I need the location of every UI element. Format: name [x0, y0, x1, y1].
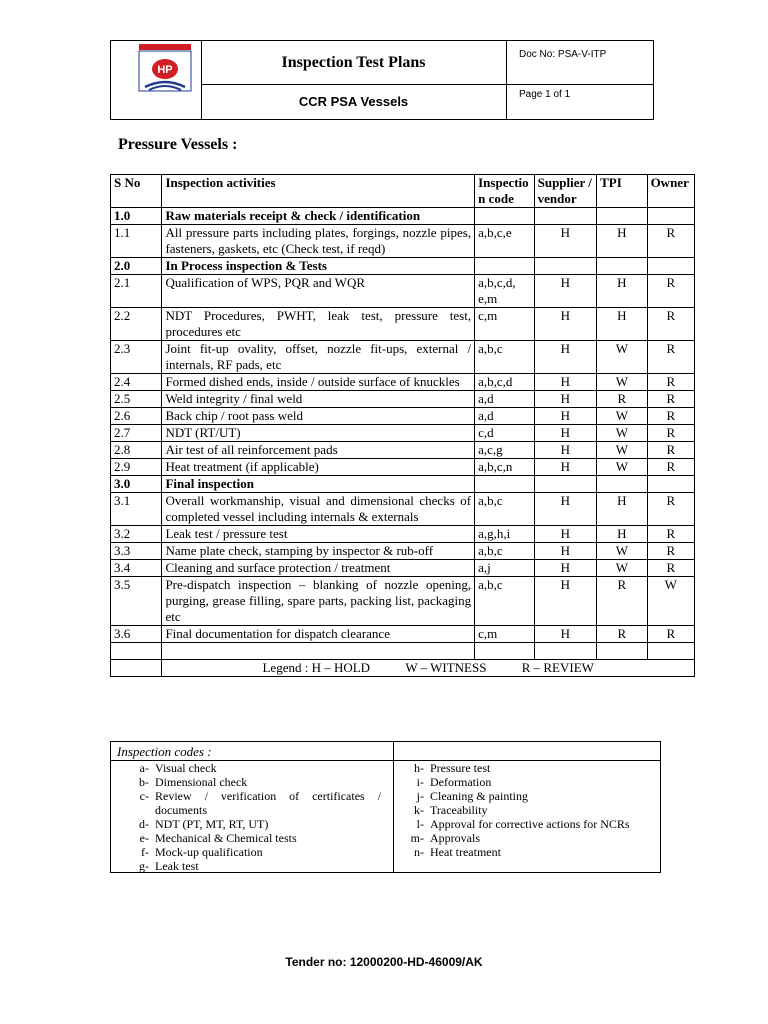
cell-supplier: H	[534, 626, 597, 643]
cell-code: a,d	[475, 391, 535, 408]
code-key: b-	[139, 775, 149, 789]
code-key: g-	[139, 859, 149, 873]
cell-sno: 3.1	[111, 493, 162, 526]
cell-sno: 3.0	[111, 476, 162, 493]
cell-supplier: H	[534, 341, 597, 374]
cell-tpi: W	[597, 442, 647, 459]
cell-supplier	[534, 208, 597, 225]
cell-activity: NDT (RT/UT)	[162, 425, 475, 442]
code-item	[394, 803, 660, 817]
code-description: Dimensional check	[155, 775, 248, 789]
legend-hold: Legend : H – HOLD	[262, 660, 371, 675]
cell-supplier: H	[534, 459, 597, 476]
code-item	[394, 789, 660, 803]
inspection-codes-box	[110, 741, 661, 873]
code-key: k-	[414, 803, 424, 817]
doc-number: Doc No: PSA-V-ITP	[507, 41, 653, 85]
col-header-tpi: TPI	[597, 175, 647, 208]
cell-tpi: W	[597, 408, 647, 425]
code-item	[394, 761, 660, 775]
cell-code: a,b,c,e	[475, 225, 535, 258]
cell-owner: R	[647, 408, 694, 425]
cell-supplier: H	[534, 543, 597, 560]
cell-code: c,m	[475, 626, 535, 643]
cell-code: c,m	[475, 308, 535, 341]
code-item	[111, 831, 393, 845]
cell-supplier: H	[534, 577, 597, 626]
cell-activity: Heat treatment (if applicable)	[162, 459, 475, 476]
cell-activity: Name plate check, stamping by inspector & rub-off	[162, 543, 475, 560]
cell-owner: R	[647, 425, 694, 442]
table-row	[111, 560, 695, 577]
codes-right-column	[394, 761, 660, 859]
cell-supplier	[534, 643, 597, 660]
code-description: Visual check	[155, 761, 217, 775]
cell-owner: R	[647, 543, 694, 560]
code-key: h-	[414, 761, 424, 775]
logo-text: HP	[157, 64, 173, 76]
cell-activity: Final documentation for dispatch clearance	[162, 626, 475, 643]
cell-code: a,b,c	[475, 577, 535, 626]
cell-sno: 2.0	[111, 258, 162, 275]
cell-owner: R	[647, 493, 694, 526]
code-key: m-	[410, 831, 424, 845]
tender-number: Tender no: 12000200-HD-46009/AK	[285, 955, 483, 969]
cell-code: a,d	[475, 408, 535, 425]
cell-code	[475, 258, 535, 275]
cell-supplier: H	[534, 526, 597, 543]
document-title: Inspection Test Plans	[201, 41, 507, 85]
cell-supplier: H	[534, 425, 597, 442]
table-row	[111, 308, 695, 341]
legend	[162, 660, 695, 677]
cell-owner: R	[647, 275, 694, 308]
code-item	[394, 831, 660, 845]
cell-owner	[647, 476, 694, 493]
table-row	[111, 408, 695, 425]
cell-activity: Air test of all reinforcement pads	[162, 442, 475, 459]
code-item	[111, 789, 393, 817]
cell-tpi: H	[597, 225, 647, 258]
cell-tpi	[597, 208, 647, 225]
cell-owner: R	[647, 374, 694, 391]
cell-tpi: R	[597, 391, 647, 408]
table-row	[111, 208, 695, 225]
table-row	[111, 643, 695, 660]
legend-row	[111, 660, 695, 677]
table-row	[111, 258, 695, 275]
cell-activity: Cleaning and surface protection / treatment	[162, 560, 475, 577]
code-item	[111, 775, 393, 789]
cell-sno: 2.3	[111, 341, 162, 374]
code-key: d-	[139, 817, 149, 831]
cell-sno: 1.0	[111, 208, 162, 225]
document-header	[110, 40, 654, 120]
table-header-row	[111, 175, 695, 208]
cell-sno: 3.4	[111, 560, 162, 577]
table-row	[111, 442, 695, 459]
code-description: Mechanical & Chemical tests	[155, 831, 297, 845]
table-row	[111, 391, 695, 408]
col-header-supplier: Supplier / vendor	[534, 175, 597, 208]
legend-spacer	[111, 660, 162, 677]
cell-code: a,b,c	[475, 543, 535, 560]
cell-sno: 3.6	[111, 626, 162, 643]
cell-supplier: H	[534, 275, 597, 308]
codes-left-column	[111, 761, 394, 872]
cell-owner: R	[647, 442, 694, 459]
code-item	[111, 845, 393, 859]
cell-activity: Joint fit-up ovality, offset, nozzle fit-ups, external / internals, RF pads, etc	[162, 341, 475, 374]
cell-code	[475, 476, 535, 493]
code-key: f-	[141, 845, 149, 859]
cell-tpi: H	[597, 308, 647, 341]
code-key: l-	[416, 817, 424, 831]
cell-tpi	[597, 258, 647, 275]
cell-supplier	[534, 476, 597, 493]
codes-title-blank	[394, 742, 660, 761]
table-row	[111, 526, 695, 543]
cell-tpi: W	[597, 459, 647, 476]
logo-cell	[111, 41, 202, 119]
cell-sno: 2.2	[111, 308, 162, 341]
legend-witness: W – WITNESS	[405, 660, 487, 675]
cell-supplier: H	[534, 391, 597, 408]
code-item	[111, 817, 393, 831]
cell-activity: All pressure parts including plates, forgings, nozzle pipes, fasteners, gaskets, etc (Check test, if reqd)	[162, 225, 475, 258]
col-header-code	[475, 175, 535, 208]
table-row	[111, 225, 695, 258]
cell-activity: Overall workmanship, visual and dimensional checks of completed vessel including internals & externals	[162, 493, 475, 526]
code-description: Review / verification of certificates / documents	[155, 789, 381, 817]
cell-tpi: H	[597, 526, 647, 543]
cell-tpi: H	[597, 275, 647, 308]
cell-tpi: W	[597, 374, 647, 391]
cell-supplier: H	[534, 308, 597, 341]
cell-sno: 2.7	[111, 425, 162, 442]
code-key: e-	[139, 831, 149, 845]
cell-tpi: W	[597, 341, 647, 374]
cell-activity: Raw materials receipt & check / identification	[162, 208, 475, 225]
hp-logo	[137, 43, 193, 93]
cell-tpi: H	[597, 493, 647, 526]
cell-code: a,b,c,d	[475, 374, 535, 391]
code-item	[111, 859, 393, 873]
cell-owner	[647, 643, 694, 660]
code-description: Pressure test	[430, 761, 491, 775]
cell-sno: 3.5	[111, 577, 162, 626]
cell-code: a,b,c,n	[475, 459, 535, 476]
cell-owner: R	[647, 626, 694, 643]
cell-code	[475, 208, 535, 225]
code-item	[394, 775, 660, 789]
code-description: Traceability	[430, 803, 488, 817]
cell-owner: W	[647, 577, 694, 626]
table-row	[111, 374, 695, 391]
cell-supplier: H	[534, 442, 597, 459]
col-header-sno: S No	[111, 175, 162, 208]
cell-sno: 2.9	[111, 459, 162, 476]
codes-title: Inspection codes :	[111, 742, 394, 761]
code-description: NDT (PT, MT, RT, UT)	[155, 817, 269, 831]
inspection-table	[110, 174, 695, 677]
cell-owner: R	[647, 526, 694, 543]
cell-owner: R	[647, 391, 694, 408]
cell-code: a,b,c	[475, 493, 535, 526]
cell-sno	[111, 643, 162, 660]
cell-sno: 2.6	[111, 408, 162, 425]
cell-activity	[162, 643, 475, 660]
cell-activity: Leak test / pressure test	[162, 526, 475, 543]
table-row	[111, 577, 695, 626]
table-row	[111, 341, 695, 374]
cell-activity: In Process inspection & Tests	[162, 258, 475, 275]
cell-tpi	[597, 476, 647, 493]
cell-owner: R	[647, 459, 694, 476]
cell-code: a,b,c	[475, 341, 535, 374]
cell-activity: Qualification of WPS, PQR and WQR	[162, 275, 475, 308]
code-key: n-	[414, 845, 424, 859]
code-key: c-	[139, 789, 149, 803]
code-key: j-	[416, 789, 424, 803]
cell-tpi: R	[597, 577, 647, 626]
table-row	[111, 493, 695, 526]
cell-sno: 3.2	[111, 526, 162, 543]
cell-code: a,j	[475, 560, 535, 577]
cell-code: a,c,g	[475, 442, 535, 459]
table-row	[111, 459, 695, 476]
col-header-owner: Owner	[647, 175, 694, 208]
code-key: i-	[416, 775, 424, 789]
table-row	[111, 275, 695, 308]
cell-tpi	[597, 643, 647, 660]
code-description: Deformation	[430, 775, 492, 789]
cell-supplier: H	[534, 408, 597, 425]
col-header-activity: Inspection activities	[162, 175, 475, 208]
cell-tpi: R	[597, 626, 647, 643]
code-description: Approvals	[430, 831, 480, 845]
cell-supplier: H	[534, 560, 597, 577]
code-description: Heat treatment	[430, 845, 501, 859]
cell-owner: R	[647, 225, 694, 258]
cell-sno: 3.3	[111, 543, 162, 560]
cell-activity: Pre-dispatch inspection – blanking of nozzle opening, purging, grease filling, spare parts, packing list, packaging etc	[162, 577, 475, 626]
cell-code: a,b,c,d, e,m	[475, 275, 535, 308]
table-row	[111, 543, 695, 560]
code-description: Cleaning & painting	[430, 789, 528, 803]
cell-owner: R	[647, 560, 694, 577]
cell-activity: Final inspection	[162, 476, 475, 493]
table-row	[111, 626, 695, 643]
cell-activity: NDT Procedures, PWHT, leak test, pressure test, procedures etc	[162, 308, 475, 341]
table-row	[111, 476, 695, 493]
code-description: Mock-up qualification	[155, 845, 263, 859]
code-item	[111, 761, 393, 775]
cell-owner	[647, 208, 694, 225]
section-title: Pressure Vessels :	[118, 136, 238, 153]
code-description: Approval for corrective actions for NCRs	[430, 817, 630, 831]
cell-owner: R	[647, 341, 694, 374]
cell-sno: 1.1	[111, 225, 162, 258]
cell-code: a,g,h,i	[475, 526, 535, 543]
cell-tpi: W	[597, 425, 647, 442]
cell-activity: Weld integrity / final weld	[162, 391, 475, 408]
cell-sno: 2.5	[111, 391, 162, 408]
cell-activity: Back chip / root pass weld	[162, 408, 475, 425]
code-description: Leak test	[155, 859, 199, 873]
cell-owner: R	[647, 308, 694, 341]
cell-tpi: W	[597, 560, 647, 577]
document-subtitle: CCR PSA Vessels	[201, 85, 507, 119]
cell-code	[475, 643, 535, 660]
cell-supplier: H	[534, 225, 597, 258]
cell-sno: 2.1	[111, 275, 162, 308]
cell-supplier: H	[534, 493, 597, 526]
code-item	[394, 817, 660, 831]
cell-activity: Formed dished ends, inside / outside surface of knuckles	[162, 374, 475, 391]
cell-owner	[647, 258, 694, 275]
cell-sno: 2.4	[111, 374, 162, 391]
table-row	[111, 425, 695, 442]
cell-supplier	[534, 258, 597, 275]
cell-sno: 2.8	[111, 442, 162, 459]
cell-code: c,d	[475, 425, 535, 442]
page-number: Page 1 of 1	[519, 89, 571, 100]
col-header-code-text: Inspection code	[478, 175, 529, 206]
code-item	[394, 845, 660, 859]
legend-review: R – REVIEW	[521, 660, 594, 675]
code-key: a-	[139, 761, 149, 775]
cell-supplier: H	[534, 374, 597, 391]
cell-tpi: W	[597, 543, 647, 560]
